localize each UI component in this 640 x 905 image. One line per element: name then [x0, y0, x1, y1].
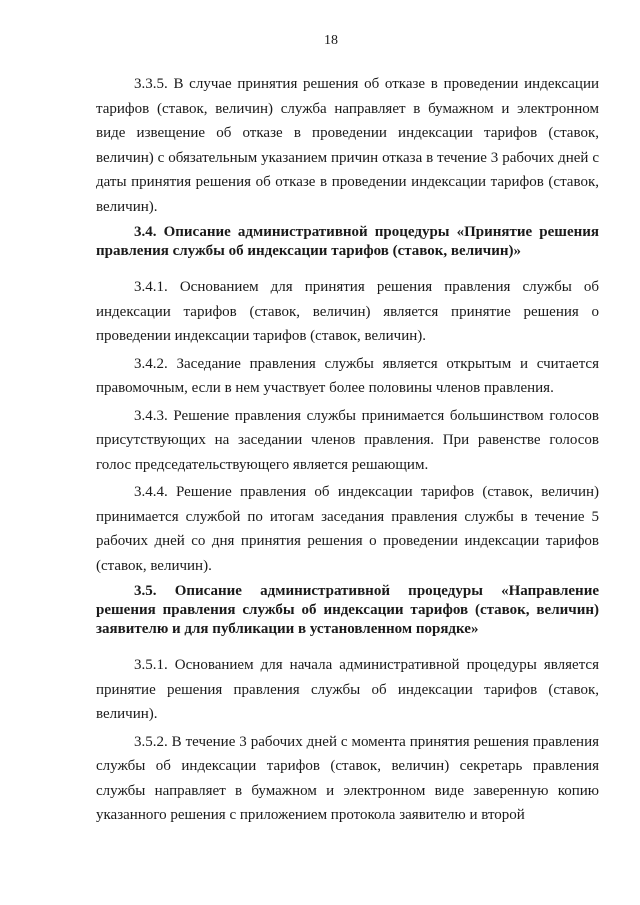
paragraph-3-3-5: 3.3.5. В случае принятия решения об отказе в проведении индексации тарифов (ставок, величин) служба направляет в бумажном и электронном виде извещение об отказе в проведении индексации тарифов (ставок, величин) с обязательным указанием причин отказа в течение 3 рабочих дней с даты принятия решения об отказе в проведении индексации тарифов (ставок, величин). — [96, 76, 599, 215]
paragraph-3-4-3: 3.4.3. Решение правления службы принимается большинством голосов присутствующих на заседании членов правления. При равенстве голосов голос председательствующего является решающим. — [96, 407, 599, 473]
paragraph-3-4-2: 3.4.2. Заседание правления службы является открытым и считается правомочным, если в нем участвует более половины членов правления. — [96, 355, 599, 396]
paragraph-3-4-4: 3.4.4. Решение правления об индексации тарифов (ставок, величин) принимается службой по итогам заседания правления службы в течение 5 рабочих дней со дня принятия решения о проведении индексации тарифов (ставок, величин). — [96, 484, 599, 574]
document-body — [96, 72, 599, 828]
section-heading-3-4: 3.4. Описание административной процедуры «Принятие решения правления службы об индексации тарифов (ставок, величин)» — [96, 224, 599, 259]
section-heading-3-5: 3.5. Описание административной процедуры «Направление решения правления службы об индексации тарифов (ставок, величин) заявителю и для публикации в установленном порядке» — [96, 583, 599, 637]
page-number: 18 — [324, 33, 338, 48]
paragraph-3-5-2: 3.5.2. В течение 3 рабочих дней с момента принятия решения правления службы об индексации тарифов (ставок, величин) секретарь правления службы направляет в бумажном и электронном виде заверенную копию указанного решения с приложением протокола заявителю и второй — [96, 733, 599, 823]
paragraph-3-5-1: 3.5.1. Основанием для начала административной процедуры является принятие решения правления службы об индексации тарифов (ставок, величин). — [96, 657, 599, 722]
paragraph-3-4-1: 3.4.1. Основанием для принятия решения правления службы об индексации тарифов (ставок, величин) является принятие решения о проведении индексации тарифов (ставок, величин). — [96, 279, 599, 344]
